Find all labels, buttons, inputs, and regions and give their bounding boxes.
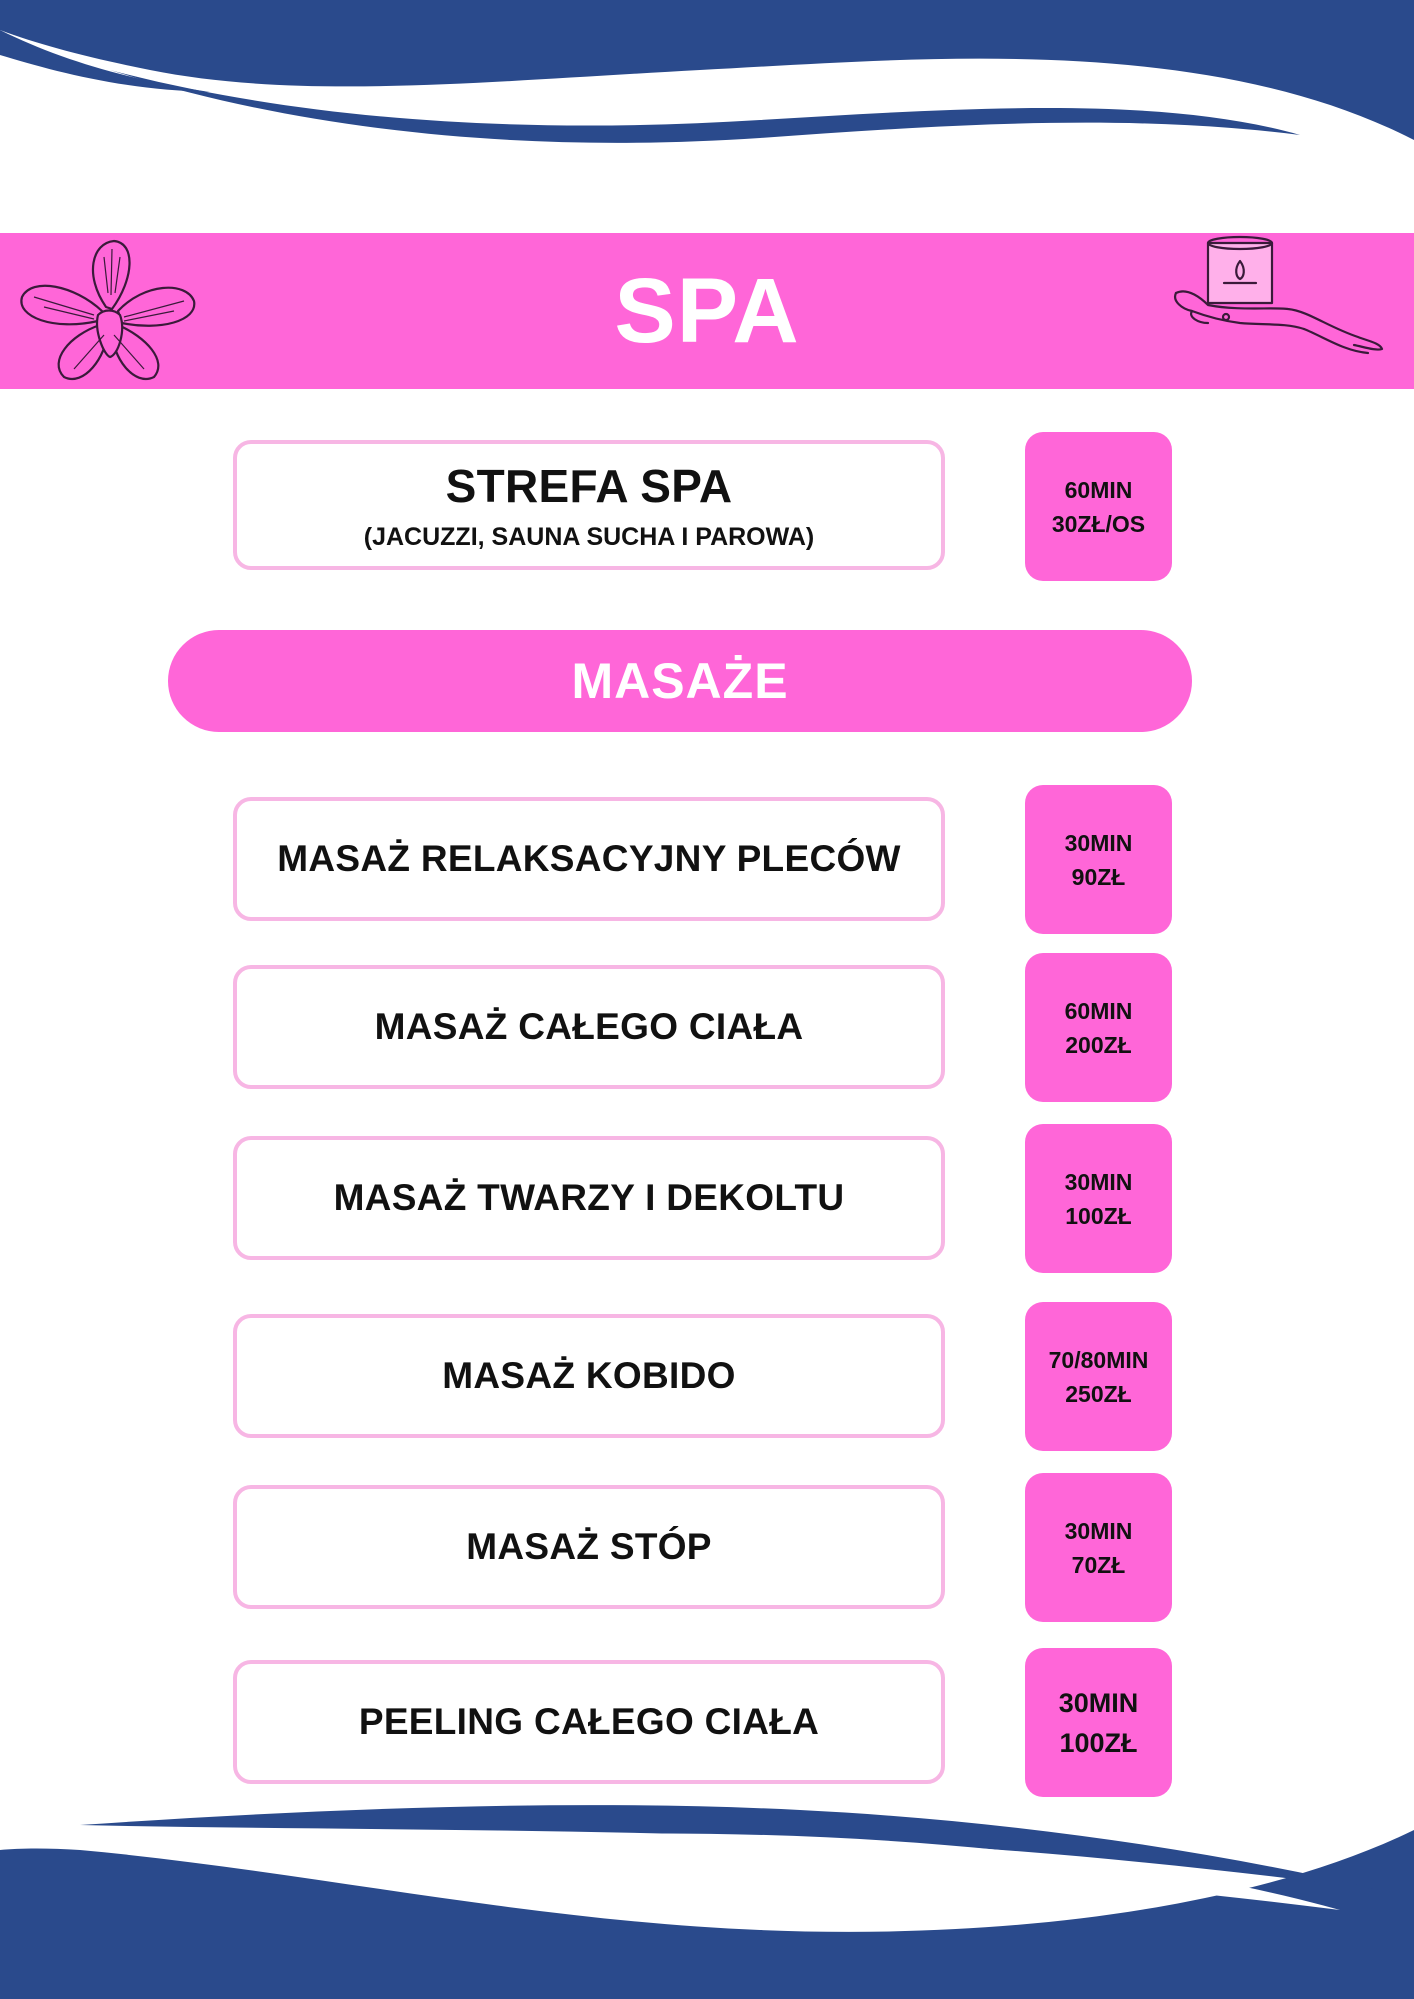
massage-name: MASAŻ TWARZY I DEKOLTU — [333, 1177, 845, 1218]
massage-duration: 30MIN — [1064, 1517, 1133, 1544]
massage-price-badge — [1025, 1124, 1172, 1273]
candle-in-hand-icon — [1168, 233, 1392, 383]
massage-name: PEELING CAŁEGO CIAŁA — [358, 1701, 820, 1742]
massages-section-header: MASAŻE — [168, 630, 1192, 732]
massage-price-badge — [1025, 785, 1172, 934]
massage-price-badge — [1025, 1648, 1172, 1797]
header-band — [0, 233, 1414, 389]
massage-price: 100ZŁ — [1059, 1727, 1138, 1758]
massage-name: MASAŻ STÓP — [466, 1526, 712, 1567]
spa-zone-price: 30ZŁ/OS — [1051, 510, 1146, 537]
massage-price-badge — [1025, 953, 1172, 1102]
massage-duration: 30MIN — [1064, 1168, 1133, 1195]
massage-name: MASAŻ KOBIDO — [442, 1355, 736, 1396]
top-wave-decoration — [0, 0, 1414, 190]
page-title: SPA — [614, 259, 800, 362]
massage-price: 250ZŁ — [1065, 1380, 1132, 1407]
bottom-wave-decoration — [0, 1790, 1414, 1999]
massage-duration: 30MIN — [1058, 1687, 1139, 1718]
spa-zone-duration: 60MIN — [1064, 476, 1133, 503]
spa-zone-name: STREFA SPA — [445, 459, 733, 512]
massage-price: 100ZŁ — [1065, 1202, 1132, 1229]
massage-name: MASAŻ RELAKSACYJNY PLECÓW — [277, 838, 901, 879]
massage-price: 70ZŁ — [1071, 1551, 1126, 1578]
massage-name-box — [233, 797, 945, 921]
massage-name-box — [233, 1485, 945, 1609]
spa-zone-details: (JACUZZI, SAUNA SUCHA I PAROWA) — [363, 522, 815, 551]
massage-name-box — [233, 1660, 945, 1784]
massage-price: 90ZŁ — [1071, 863, 1126, 890]
massage-duration: 60MIN — [1064, 997, 1133, 1024]
massage-price: 200ZŁ — [1065, 1031, 1132, 1058]
massage-name-box — [233, 1136, 945, 1260]
spa-zone-box — [233, 440, 945, 570]
massage-price-badge — [1025, 1473, 1172, 1622]
massage-name-box — [233, 965, 945, 1089]
massage-name-box — [233, 1314, 945, 1438]
massage-name: MASAŻ CAŁEGO CIAŁA — [374, 1006, 804, 1047]
massage-duration: 70/80MIN — [1048, 1346, 1149, 1373]
spa-zone-price-badge — [1025, 432, 1172, 581]
massage-duration: 30MIN — [1064, 829, 1133, 856]
massage-price-badge — [1025, 1302, 1172, 1451]
